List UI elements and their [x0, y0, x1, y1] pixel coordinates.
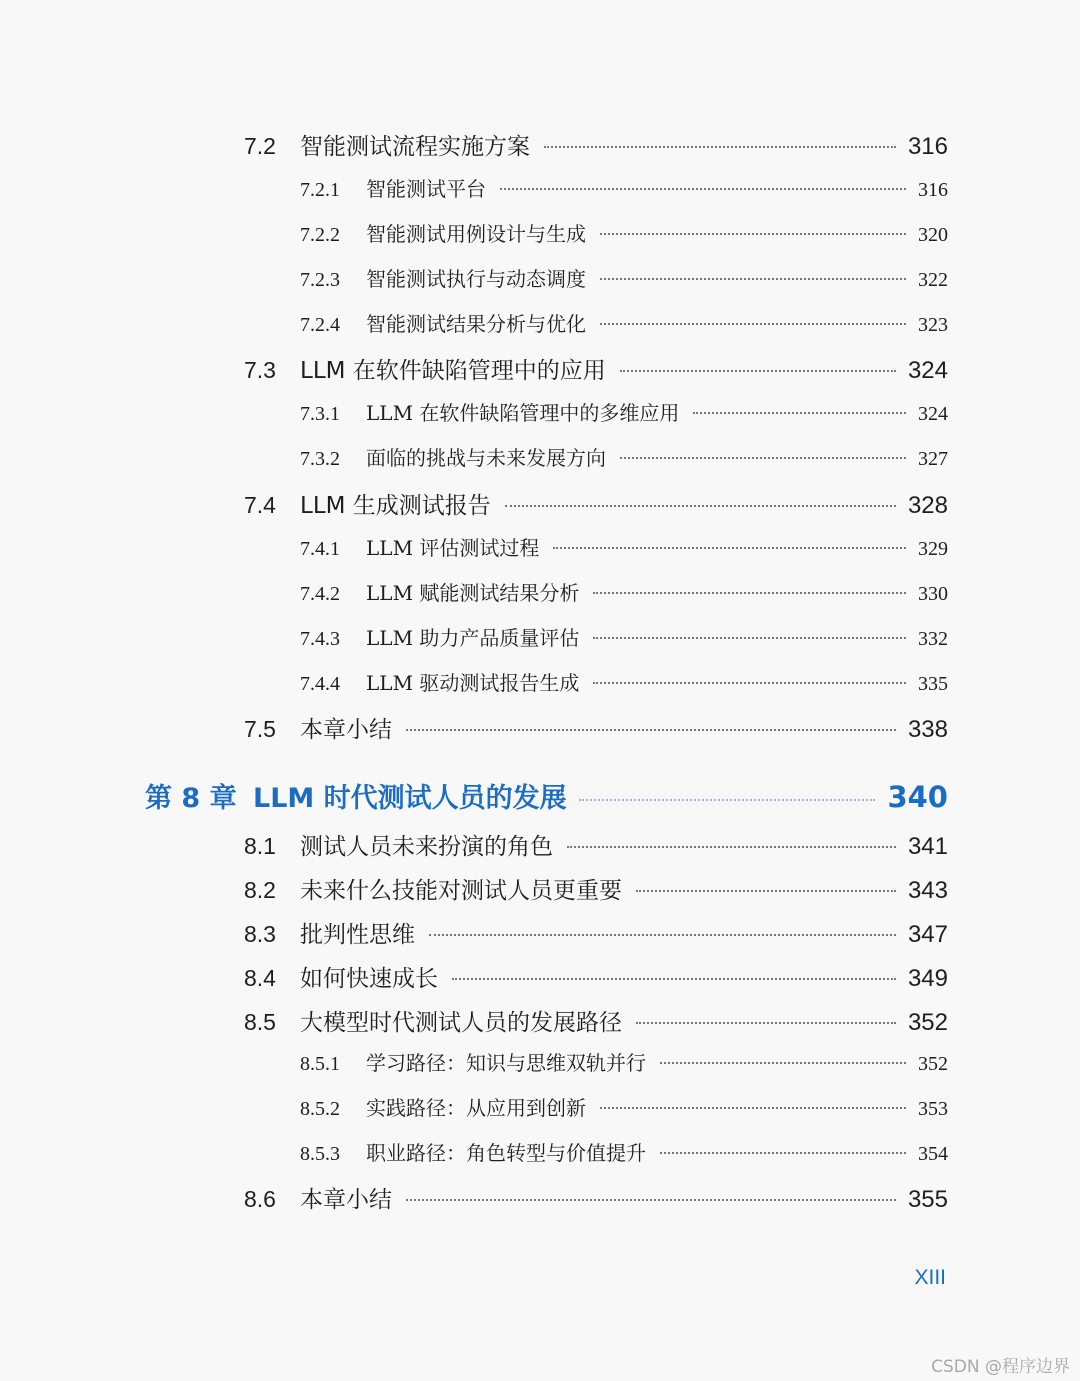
- entry-page-number: 316: [907, 133, 948, 160]
- entry-page-number: 330: [918, 583, 948, 605]
- toc-subsection-entry: [300, 1137, 948, 1166]
- dot-leader: [593, 637, 906, 639]
- entry-number: 8.5.1: [300, 1053, 340, 1075]
- page-folio: XIII: [914, 1266, 946, 1289]
- entry-number: 7.2.4: [300, 314, 340, 336]
- toc-section-entry: [244, 960, 948, 993]
- entry-page-number: 324: [907, 357, 948, 384]
- dot-leader: [600, 1107, 906, 1109]
- entry-page-number: 324: [918, 403, 948, 425]
- entry-title: LLM 时代测试人员的发展: [253, 783, 567, 814]
- dot-leader: [620, 370, 896, 372]
- entry-number: 8.4: [244, 965, 276, 991]
- entry-number: 7.3: [244, 357, 276, 383]
- entry-title: 批判性思维: [300, 922, 415, 948]
- entry-number: 7.2.2: [300, 224, 340, 246]
- entry-title: 学习路径：知识与思维双轨并行: [366, 1051, 646, 1075]
- dot-leader: [600, 323, 906, 325]
- entry-title: LLM 助力产品质量评估: [366, 626, 580, 650]
- entry-title: 实践路径：从应用到创新: [366, 1096, 586, 1120]
- entry-page-number: 338: [907, 716, 948, 743]
- toc-section-entry: [244, 711, 948, 744]
- dot-leader: [406, 1199, 896, 1201]
- dot-leader: [406, 729, 896, 731]
- entry-page-number: 341: [907, 833, 948, 860]
- entry-number: 7.4: [244, 492, 276, 518]
- toc-section-entry: [244, 916, 948, 949]
- dot-leader: [452, 978, 896, 980]
- toc-subsection-entry: [300, 667, 948, 696]
- entry-page-number: 343: [907, 877, 948, 904]
- entry-number: 7.4.3: [300, 628, 340, 650]
- entry-number: 8.5.3: [300, 1143, 340, 1165]
- toc-subsection-entry: [300, 442, 948, 471]
- dot-leader: [660, 1152, 906, 1154]
- entry-page-number: 349: [907, 965, 948, 992]
- entry-title: 职业路径：角色转型与价值提升: [366, 1141, 646, 1165]
- toc-subsection-entry: [300, 577, 948, 606]
- entry-title: LLM 在软件缺陷管理中的应用: [300, 358, 606, 384]
- entry-title: 智能测试平台: [366, 177, 486, 201]
- entry-page-number: 327: [918, 448, 948, 470]
- entry-page-number: 335: [918, 673, 948, 695]
- entry-page-number: 353: [918, 1098, 948, 1120]
- entry-title: 大模型时代测试人员的发展路径: [300, 1010, 622, 1036]
- toc-subsection-entry: [300, 263, 948, 292]
- entry-number: 8.5: [244, 1009, 276, 1035]
- entry-title: 未来什么技能对测试人员更重要: [300, 878, 622, 904]
- entry-title: 如何快速成长: [300, 966, 438, 992]
- toc-section-entry: [244, 352, 948, 385]
- entry-title: LLM 在软件缺陷管理中的多维应用: [366, 401, 680, 425]
- entry-number: 7.3.1: [300, 403, 340, 425]
- entry-page-number: 352: [918, 1053, 948, 1075]
- toc-subsection-entry: [300, 532, 948, 561]
- dot-leader: [593, 682, 906, 684]
- entry-page-number: 355: [907, 1186, 948, 1213]
- entry-title: LLM 评估测试过程: [366, 536, 540, 560]
- entry-number: 7.4.2: [300, 583, 340, 605]
- toc-section-entry: [244, 1004, 948, 1037]
- entry-page-number: 320: [918, 224, 948, 246]
- toc-subsection-entry: [300, 218, 948, 247]
- entry-number: 8.6: [244, 1186, 276, 1212]
- toc-section-entry: [244, 828, 948, 861]
- toc-subsection-entry: [300, 308, 948, 337]
- toc-subsection-entry: [300, 173, 948, 202]
- entry-title: 智能测试用例设计与生成: [366, 222, 586, 246]
- entry-title: 智能测试执行与动态调度: [366, 267, 586, 291]
- entry-title: 本章小结: [300, 1187, 392, 1213]
- toc-subsection-entry: [300, 397, 948, 426]
- dot-leader: [600, 278, 906, 280]
- entry-number: 第 8 章: [145, 783, 237, 814]
- dot-leader: [429, 934, 896, 936]
- dot-leader: [600, 233, 906, 235]
- entry-number: 7.4.1: [300, 538, 340, 560]
- entry-number: 7.2.3: [300, 269, 340, 291]
- entry-number: 7.4.4: [300, 673, 340, 695]
- dot-leader: [636, 1022, 896, 1024]
- toc-subsection-entry: [300, 1092, 948, 1121]
- toc-section-entry: [244, 128, 948, 161]
- dot-leader: [660, 1062, 906, 1064]
- dot-leader: [544, 146, 896, 148]
- entry-title: 测试人员未来扮演的角色: [300, 834, 553, 860]
- toc-section-entry: [244, 1181, 948, 1214]
- dot-leader: [553, 547, 906, 549]
- entry-page-number: 316: [918, 179, 948, 201]
- dot-leader: [567, 846, 896, 848]
- toc-subsection-entry: [300, 1047, 948, 1076]
- entry-page-number: 352: [907, 1009, 948, 1036]
- entry-title: 智能测试结果分析与优化: [366, 312, 586, 336]
- entry-page-number: 328: [907, 492, 948, 519]
- dot-leader: [500, 188, 906, 190]
- entry-title: LLM 赋能测试结果分析: [366, 581, 580, 605]
- entry-title: 本章小结: [300, 717, 392, 743]
- entry-number: 7.3.2: [300, 448, 340, 470]
- entry-page-number: 340: [887, 780, 948, 814]
- entry-number: 7.2.1: [300, 179, 340, 201]
- entry-page-number: 347: [907, 921, 948, 948]
- dot-leader: [620, 457, 906, 459]
- entry-page-number: 323: [918, 314, 948, 336]
- entry-number: 7.5: [244, 716, 276, 742]
- entry-title: LLM 生成测试报告: [300, 493, 491, 519]
- entry-page-number: 322: [918, 269, 948, 291]
- toc-section-entry: [244, 487, 948, 520]
- entry-page-number: 329: [918, 538, 948, 560]
- entry-number: 8.3: [244, 921, 276, 947]
- dot-leader: [579, 799, 876, 801]
- entry-number: 7.2: [244, 133, 276, 159]
- dot-leader: [593, 592, 906, 594]
- toc-section-entry: [244, 872, 948, 905]
- entry-title: 面临的挑战与未来发展方向: [366, 446, 606, 470]
- entry-number: 8.2: [244, 877, 276, 903]
- entry-title: 智能测试流程实施方案: [300, 134, 530, 160]
- dot-leader: [505, 505, 896, 507]
- watermark: CSDN @程序边界: [931, 1357, 1070, 1377]
- entry-number: 8.5.2: [300, 1098, 340, 1120]
- entry-number: 8.1: [244, 833, 276, 859]
- toc-chapter-entry: [145, 776, 948, 815]
- dot-leader: [636, 890, 896, 892]
- dot-leader: [693, 412, 906, 414]
- entry-title: LLM 驱动测试报告生成: [366, 671, 580, 695]
- entry-page-number: 332: [918, 628, 948, 650]
- toc-subsection-entry: [300, 622, 948, 651]
- entry-page-number: 354: [918, 1143, 948, 1165]
